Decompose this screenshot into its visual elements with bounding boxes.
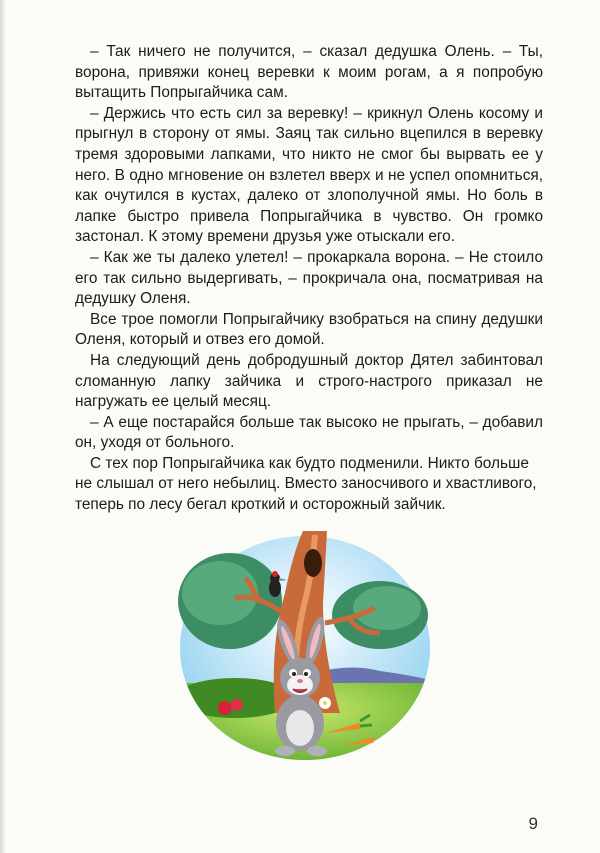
paragraph-7: С тех пор Попрыгайчика как будто подменили. Никто больше не слышал от него небылиц. Вместо заносчивого и хвастливого, теперь по лесу бегал кроткий и осторожный зайчик. (75, 454, 537, 514)
apple-icon (218, 701, 232, 715)
paragraph-5: На следующий день добродушный доктор Дятел забинтовал сломанную лапку зайчика и строго-настрого приказал не нагружать ее целый месяц. (75, 351, 543, 411)
page-edge-shadow (0, 0, 6, 853)
story-text (75, 42, 543, 516)
paragraph-6: – А еще постарайся больше так высоко не прыгать, – добавил он, уходя от больного. (75, 413, 543, 452)
paragraph-2: – Держись что есть сил за веревку! – крикнул Олень косому и прыгнул в сторону от ямы. Заяц так сильно вцепился в веревку тремя здоровыми лапками, что никто не смог бы вырвать ее у него. В одно мгновение он взлетел вверх и не успел опомниться, как очутился в кустах, далеко от злополучной ямы. Но боль в лапке быстро привела Попрыгайчика в чувство. Он громко застонал. К этому времени друзья уже отыскали его. (75, 104, 543, 246)
tree-hollow (304, 549, 322, 577)
page-number: 9 (528, 814, 538, 833)
paragraph-4: Все трое помогли Попрыгайчику взобраться на спину дедушки Оленя, который и отвез его домой. (75, 310, 543, 349)
flower-icon (319, 697, 331, 709)
paragraph-1: – Так ничего не получится, – сказал дедушка Олень. – Ты, ворона, привяжи конец веревки к моим рогам, а я попробую вытащить Попрыгайчика сам. (75, 43, 543, 102)
paragraph-3: – Как же ты далеко улетел! – прокаркала ворона. – Не стоило его так сильно выдергивать, – прокричала она, посматривая на дедушку Оленя. (75, 248, 543, 308)
hare-under-tree-illustration (175, 523, 435, 763)
